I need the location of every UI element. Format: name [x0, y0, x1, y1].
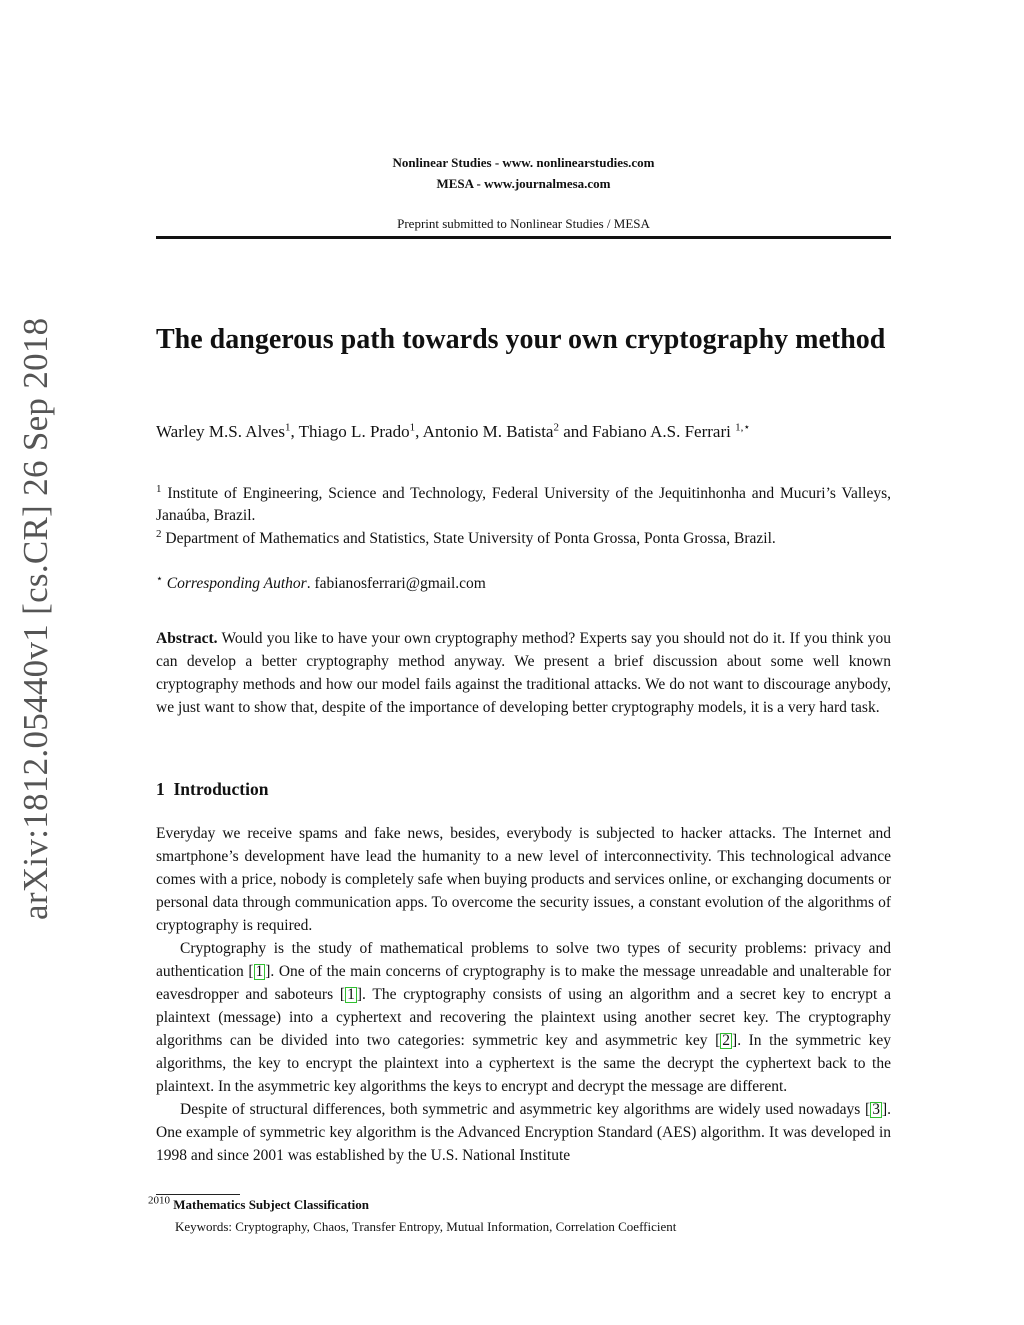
corresponding-email: . fabianosferrari@gmail.com — [306, 575, 486, 592]
author-affiliation-mark: 2 — [553, 421, 559, 434]
section-heading — [156, 779, 268, 800]
footnote-keywords: Keywords: Cryptography, Chaos, Transfer Entropy, Mutual Information, Correlation Coefficient — [175, 1219, 677, 1234]
affiliation-mark: 2 — [156, 527, 162, 540]
paragraph-3-part: Despite of structural differences, both symmetric and asymmetric key algorithms are widely used nowadays [ — [180, 1101, 871, 1118]
author-separator: and — [558, 422, 593, 441]
section-title: Introduction — [173, 779, 269, 799]
footnote-msc — [148, 1194, 369, 1213]
author-name: Antonio M. Batista — [422, 422, 554, 441]
abstract — [156, 627, 891, 719]
paragraph-1: Everyday we receive spams and fake news, besides, everybody is subjected to hacker attacks. The Internet and smartphone’s development have lead the humanity to a new level of interconnectivity. This technological advance comes with a price, nobody is completely safe when buying products and services online, or exchanging documents or personal data through communication apps. To overcome the security issues, a constant evolution of the algorithms of cryptography is required. — [156, 825, 891, 934]
citation-link[interactable]: 1 — [347, 986, 355, 1003]
author-affiliation-mark: 1 — [284, 421, 291, 434]
paragraph-2 — [156, 937, 891, 1098]
author-separator: , — [415, 422, 423, 441]
corresponding-label: Corresponding Author — [166, 575, 307, 592]
preprint-line: Preprint submitted to Nonlinear Studies / MESA — [397, 216, 650, 231]
corresponding-author — [156, 573, 486, 595]
author-list — [156, 420, 891, 444]
journal-line: Nonlinear Studies - www. nonlinearstudies.com — [392, 155, 655, 170]
affiliation-text: Institute of Engineering, Science and Technology, Federal University of the Jequitinhonha and Mucuri’s Valleys, Janaúba, Brazil. — [156, 485, 892, 524]
paragraph-2-part: ]. One of the main concerns of cryptography is to make the message unreadable and unalterable for eavesdropper and saboteurs [ — [156, 963, 891, 1003]
mesa-line: MESA - www.journalmesa.com — [436, 176, 611, 191]
affiliation-mark: 1 — [156, 482, 162, 495]
paragraph-2-part: ]. In the symmetric key algorithms, the key to encrypt the plaintext into a cyphertext is the same the decrypt the cyphertext back to the plaintext. In the asymmetric key algorithms the keys to encrypt and decrypt the message are different. — [156, 1032, 891, 1095]
paragraph-2-part: Cryptography is the study of mathematical problems to solve two types of security problems: privacy and authentication [ — [156, 940, 891, 980]
author-name: Warley M.S. Alves — [156, 422, 285, 441]
author-affiliation-mark: 1 — [409, 421, 416, 434]
section-number: 1 — [156, 779, 165, 799]
paper-title: The dangerous path towards your own cryptography method — [156, 324, 886, 355]
citation-link[interactable]: 1 — [255, 963, 264, 980]
abstract-text: Would you like to have your own cryptography method? Experts say you should not do it. If you think you can develop a better cryptography method anyway. We present a brief discussion about some well known cryptography methods and how our model fails against the traditional attacks. We do not want to discourage anybody, we just want to show that, despite of the importance of developing better cryptography models, it is a very hard task. — [156, 630, 891, 716]
affiliation-2 — [156, 528, 891, 550]
author-name: Thiago L. Prado — [298, 422, 410, 441]
intro-body — [156, 822, 891, 1167]
corresponding-mark: ⋆ — [156, 572, 163, 585]
author-separator: , — [290, 422, 299, 441]
paragraph-2-part: ]. The cryptography consists of using an algorithm and a secret key to encrypt a plaintext (message) into a cyphertext and recovering the plaintext using another secret key. The cryptography algorithms can be divided into two categories: symmetric key and asymmetric key [ — [156, 986, 891, 1049]
abstract-label: Abstract. — [156, 630, 218, 647]
header-rule — [156, 236, 891, 239]
affiliation-1 — [156, 483, 891, 527]
citation-link[interactable]: 2 — [722, 1032, 731, 1049]
arxiv-stamp: arXiv:1812.05440v1 [cs.CR] 26 Sep 2018 — [16, 317, 55, 920]
footnote-year: 2010 — [148, 1194, 170, 1207]
author-affiliation-mark: 1,⋆ — [735, 421, 751, 434]
affiliation-text: Department of Mathematics and Statistics, State University of Ponta Grossa, Ponta Grossa, Brazil. — [165, 530, 776, 547]
citation-link[interactable]: 3 — [872, 1101, 880, 1118]
author-name: Fabiano A.S. Ferrari — [592, 422, 731, 441]
paragraph-3-part: ]. One example of symmetric key algorithm is the Advanced Encryption Standard (AES) algorithm. It was developed in 1998 and since 2001 was established by the U.S. National Institute — [156, 1101, 891, 1164]
footnote-label: Mathematics Subject Classification — [173, 1197, 369, 1212]
paragraph-3 — [156, 1098, 891, 1167]
